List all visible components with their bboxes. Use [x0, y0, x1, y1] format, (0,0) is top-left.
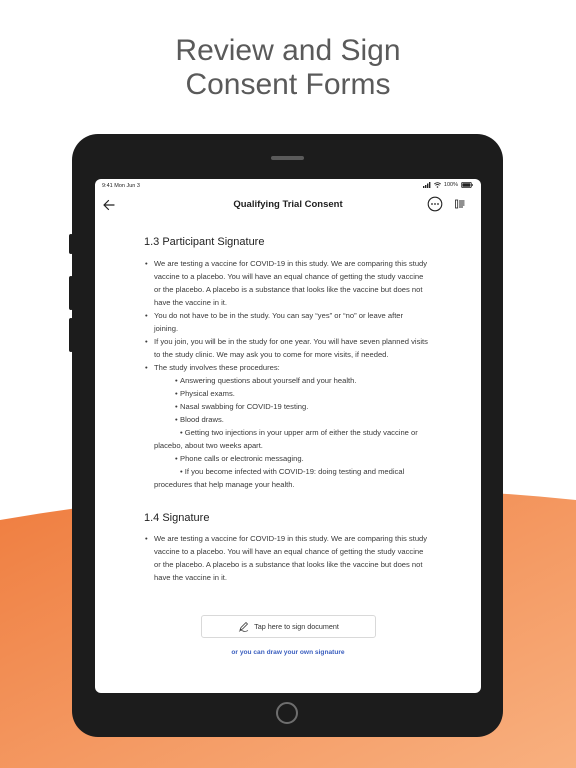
- procedure-item: • Getting two injections in your upper arm of either the study vaccine or placebo, about two weeks apart.: [154, 428, 418, 450]
- volume-up-button: [69, 276, 73, 310]
- volume-down-button: [69, 318, 73, 352]
- status-indicators: [423, 182, 473, 188]
- signal-icon: [423, 182, 431, 188]
- app-screen: [95, 179, 481, 693]
- section-title-signature: 1.4 Signature: [144, 512, 210, 524]
- procedure-item: • Nasal swabbing for COVID-19 testing.: [144, 400, 429, 413]
- participant-signature-list: [144, 257, 429, 491]
- status-bar: [95, 179, 481, 192]
- list-item: • We are testing a vaccine for COVID-19 in this study. We are comparing this study vaccine to a placebo. You will have an equal chance of getting the study vaccine or the placebo. A placebo is a substance that looks like the vaccine but does not have the vaccine in it.: [144, 532, 429, 584]
- nav-bar: [95, 192, 481, 218]
- more-circle-icon[interactable]: [427, 196, 443, 212]
- procedure-item: • Answering questions about yourself and your health.: [144, 374, 429, 387]
- headline-line-2: Consent Forms: [185, 68, 391, 101]
- list-item: • We are testing a vaccine for COVID-19 in this study. We are comparing this study vaccine to a placebo. You will have an equal chance of getting the study vaccine or the placebo. A placebo is a substance that looks like the vaccine but does not have the vaccine in it.: [144, 257, 429, 309]
- battery-icon: [461, 182, 473, 188]
- status-time: 9:41 Mon Jun 3: [102, 183, 140, 189]
- camera-speaker: [271, 156, 304, 160]
- procedure-item: • If you become infected with COVID-19: doing testing and medical procedures that help manage your health.: [154, 467, 405, 489]
- procedure-item: • Blood draws.: [144, 413, 429, 426]
- battery-percent: 100%: [443, 182, 458, 188]
- headline-line-1: Review and Sign: [175, 34, 401, 67]
- list-item: • If you join, you will be in the study for one year. You will have seven planned visits to the study clinic. We may ask you to come for more visits, if needed.: [144, 335, 429, 361]
- headline: [0, 34, 576, 102]
- procedure-item: • Physical exams.: [144, 387, 429, 400]
- sign-button-label: Tap here to sign document: [254, 622, 339, 631]
- sign-document-button[interactable]: [201, 615, 376, 638]
- home-button[interactable]: [276, 702, 298, 724]
- page-title: Qualifying Trial Consent: [233, 199, 343, 210]
- tablet-device: [72, 134, 503, 737]
- section-title-participant-signature: 1.3 Participant Signature: [144, 236, 265, 248]
- procedure-item: • Phone calls or electronic messaging.: [144, 452, 429, 465]
- list-item: • You do not have to be in the study. You can say “yes” or “no” or leave after joining.: [144, 309, 429, 335]
- signature-list: [144, 532, 429, 584]
- signature-pen-icon: [238, 621, 249, 632]
- draw-signature-link[interactable]: or you can draw your own signature: [231, 649, 345, 656]
- wifi-icon: [434, 182, 441, 188]
- reader-mode-icon[interactable]: [455, 199, 465, 209]
- mute-switch: [69, 234, 73, 254]
- list-item: • The study involves these procedures:: [144, 361, 429, 374]
